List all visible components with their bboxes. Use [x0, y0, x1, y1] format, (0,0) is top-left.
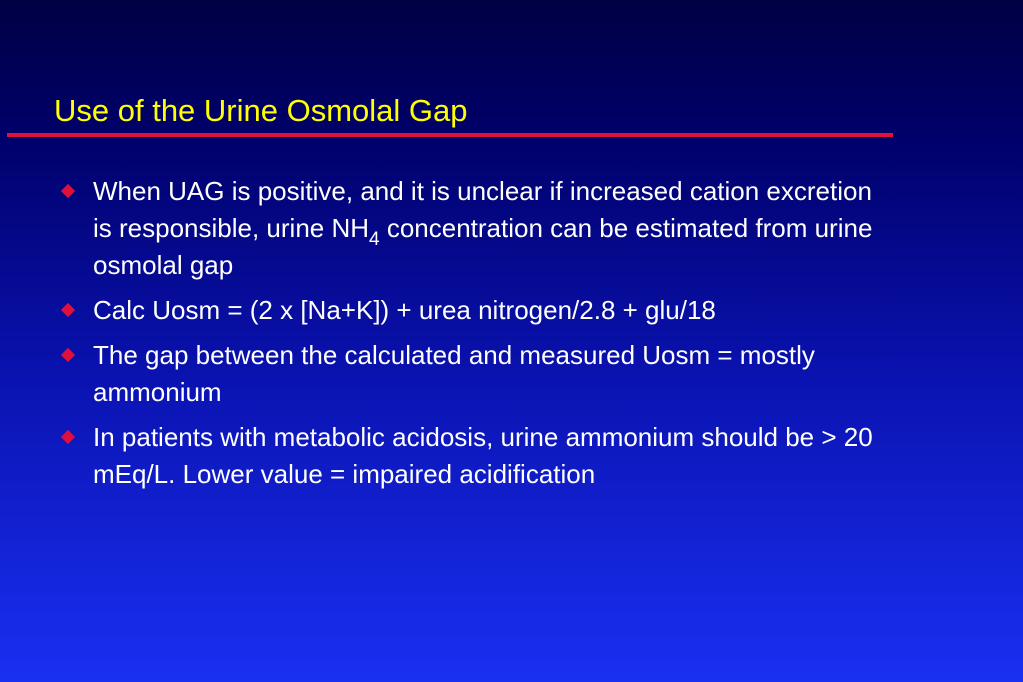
bullet-text: The gap between the calculated and measured Uosm = mostly ammonium	[93, 340, 815, 407]
subscript-text: 4	[369, 229, 380, 250]
bullet-item	[93, 173, 883, 284]
slide-title: Use of the Urine Osmolal Gap	[54, 93, 468, 128]
bullet-item	[93, 292, 883, 329]
diamond-icon	[61, 184, 75, 198]
bullet-item	[93, 337, 883, 411]
bullet-list	[93, 173, 883, 501]
diamond-icon	[61, 430, 75, 444]
diamond-icon	[61, 348, 75, 362]
bullet-text-after-subscript: concentration can be estimated from urine osmolal gap	[93, 213, 873, 280]
bullet-item	[93, 419, 883, 493]
bullet-text: In patients with metabolic acidosis, urine ammonium should be > 20 mEq/L. Lower value = impaired acidification	[93, 422, 873, 489]
bullet-text-before-subscript: When UAG is positive, and it is unclear if increased cation excretion is responsible, urine NH	[93, 176, 872, 243]
title-divider	[7, 133, 893, 137]
diamond-icon	[61, 303, 75, 317]
bullet-text: Calc Uosm = (2 x [Na+K]) + urea nitrogen/2.8 + glu/18	[93, 295, 716, 325]
